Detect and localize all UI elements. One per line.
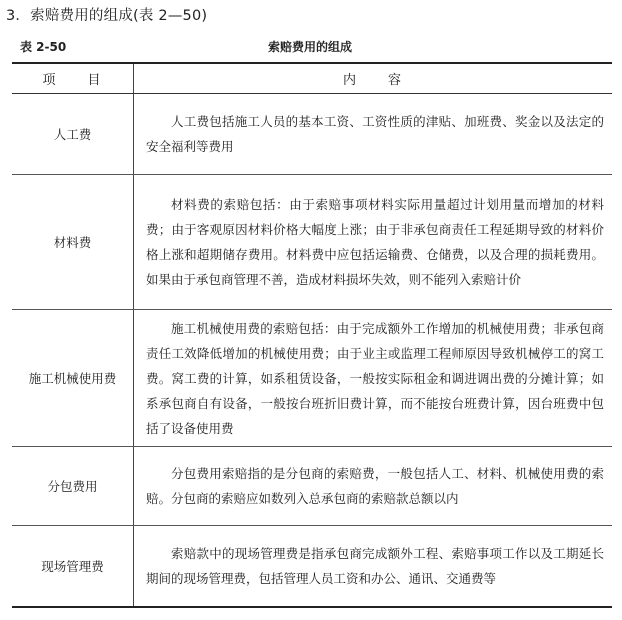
table-row [12, 175, 612, 310]
row-content-text: 施工机械使用费的索赔包括：由于完成额外工作增加的机械使用费；非承包商责任工效降低增加的机械使用费；由于业主或监理工程师原因导致机械停工的窝工费。窝工费的计算，如系租赁设备，一般按实际租金和调进调出费的分摊计算；如系承包商自有设备，一般按台班折旧费计算，而不能按台班费计算，因台班费中包括了设备使用费 [134, 310, 613, 447]
section-heading: 3．索赔费用的组成(表 2—50) [6, 8, 208, 24]
cost-composition-table [12, 62, 612, 608]
row-content-text: 分包费用索赔指的是分包商的索赔费，一般包括人工、材料、机械使用费的索赔。分包商的索赔应如数列入总承包商的索赔款总额以内 [134, 447, 613, 526]
table-number: 表 2-50 [20, 40, 67, 54]
table-caption [12, 36, 612, 56]
table-row [12, 447, 612, 526]
row-item-label: 分包费用 [12, 447, 134, 526]
row-content-text: 人工费包括施工人员的基本工资、工资性质的津贴、加班费、奖金以及法定的安全福利等费用 [134, 94, 613, 175]
column-header-content: 内 容 [134, 63, 613, 94]
table-header-row [12, 63, 612, 94]
row-content-text: 材料费的索赔包括：由于索赔事项材料实际用量超过计划用量而增加的材料费；由于客观原因材料价格大幅度上涨；由于非承包商责任工程延期导致的材料价格上涨和超期储存费用。材料费中应包括运输费、仓储费，以及合理的损耗费用。如果由于承包商管理不善，造成材料损坏失效，则不能列入索赔计价 [134, 175, 613, 310]
row-item-label: 人工费 [12, 94, 134, 175]
table-row [12, 310, 612, 447]
row-item-label: 现场管理费 [12, 526, 134, 608]
row-item-label: 材料费 [12, 175, 134, 310]
table-row [12, 526, 612, 608]
row-content-text: 索赔款中的现场管理费是指承包商完成额外工程、索赔事项工作以及工期延长期间的现场管理费，包括管理人员工资和办公、通讯、交通费等 [134, 526, 613, 608]
table-row [12, 94, 612, 175]
table-title: 索赔费用的组成 [268, 40, 353, 54]
column-header-item: 项 目 [12, 63, 134, 94]
row-item-label: 施工机械使用费 [12, 310, 134, 447]
